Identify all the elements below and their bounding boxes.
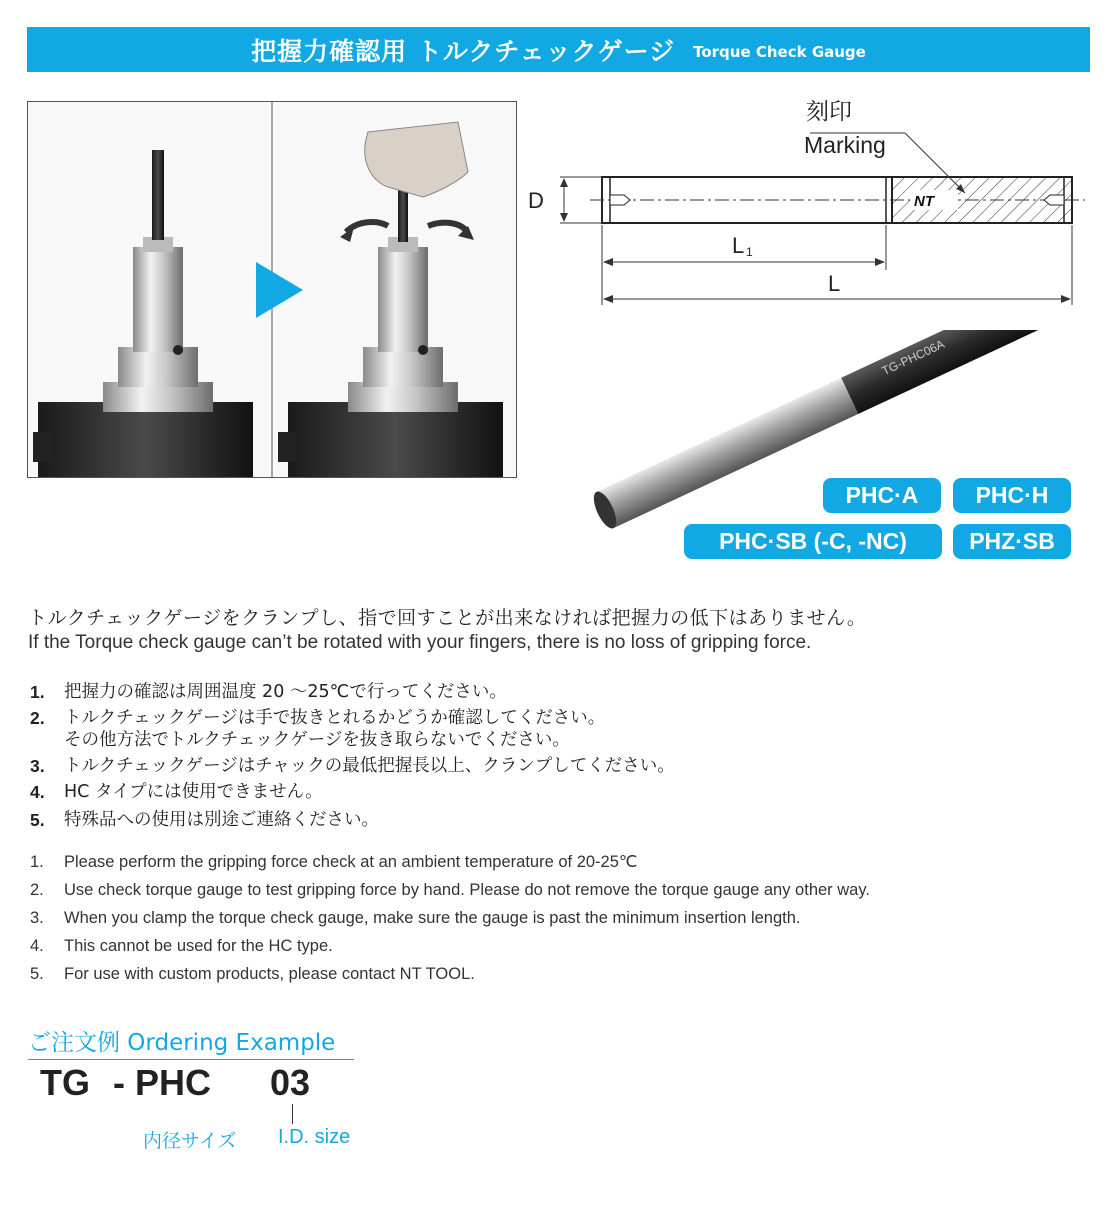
order-size-caption-en: I.D. size bbox=[278, 1126, 351, 1148]
note-jp-item: 3. トルクチェックゲージはチャックの最低把握長以上、クランプしてください。 bbox=[30, 756, 675, 776]
order-size-caption-jp: 内径サイズ bbox=[143, 1130, 237, 1152]
order-code-series: - PHC bbox=[113, 1062, 211, 1103]
notes-list-en bbox=[30, 848, 870, 988]
note-jp-item: 2. トルクチェックゲージは手で抜きとれるかどうか確認してください。 bbox=[30, 708, 606, 728]
notes-list-jp bbox=[30, 680, 675, 834]
dim-d-label: D bbox=[528, 188, 544, 213]
order-size-pointer bbox=[292, 1104, 293, 1124]
note-en-item: 3. When you clamp the torque check gauge, make sure the gauge is past the minimum insertion length. bbox=[30, 909, 801, 927]
dimension-drawing bbox=[520, 95, 1090, 315]
nt-logo-mark: NT bbox=[914, 193, 934, 210]
usage-photo bbox=[27, 101, 517, 478]
note-en-item: 1. Please perform the gripping force check at an ambient temperature of 20-25℃ bbox=[30, 853, 638, 871]
badge-phc-sb: PHC·SB (-C, -NC) bbox=[684, 524, 942, 559]
intro-text-jp: トルクチェックゲージをクランプし、指で回すことが出来なければ把握力の低下はありません。 bbox=[28, 607, 867, 629]
note-jp-item: その他方法でトルクチェックゲージを抜き取らないでください。 bbox=[64, 730, 570, 750]
order-code-prefix: TG bbox=[40, 1062, 90, 1103]
note-jp-item: 4. HC タイプには使用できません。 bbox=[30, 782, 323, 802]
dim-l1-subscript: 1 bbox=[746, 245, 753, 259]
note-jp-item: 1. 把握力の確認は周囲温度 20 ～25℃で行ってください。 bbox=[30, 682, 507, 702]
note-en-item: 5. For use with custom products, please contact NT TOOL. bbox=[30, 965, 475, 983]
title-banner bbox=[27, 27, 1090, 72]
note-en-item: 2. Use check torque gauge to test gripping force by hand. Please do not remove the torque gauge any other way. bbox=[30, 881, 870, 899]
title-jp: 把握力確認用 トルクチェックゲージ bbox=[251, 36, 676, 66]
title-en: Torque Check Gauge bbox=[693, 42, 866, 61]
badge-phc-a: PHC·A bbox=[823, 478, 941, 513]
order-code-size: 03 bbox=[270, 1062, 311, 1103]
note-en-item: 4. This cannot be used for the HC type. bbox=[30, 937, 333, 955]
badge-phc-h: PHC·H bbox=[953, 478, 1071, 513]
ordering-example-title: ご注文例 Ordering Example bbox=[28, 1024, 354, 1060]
marking-label-jp: 刻印 bbox=[806, 98, 852, 124]
badge-phz-sb: PHZ·SB bbox=[953, 524, 1071, 559]
gauge-engraving: TG-PHC06A bbox=[879, 336, 947, 379]
marking-label-en: Marking bbox=[804, 132, 886, 158]
dim-l1-label: L bbox=[732, 233, 745, 258]
note-jp-item: 5. 特殊品への使用は別途ご連絡ください。 bbox=[30, 810, 379, 830]
dim-l-label: L bbox=[828, 271, 841, 296]
intro-text-en: If the Torque check gauge can’t be rotated with your fingers, there is no loss of gripping force. bbox=[28, 632, 812, 653]
